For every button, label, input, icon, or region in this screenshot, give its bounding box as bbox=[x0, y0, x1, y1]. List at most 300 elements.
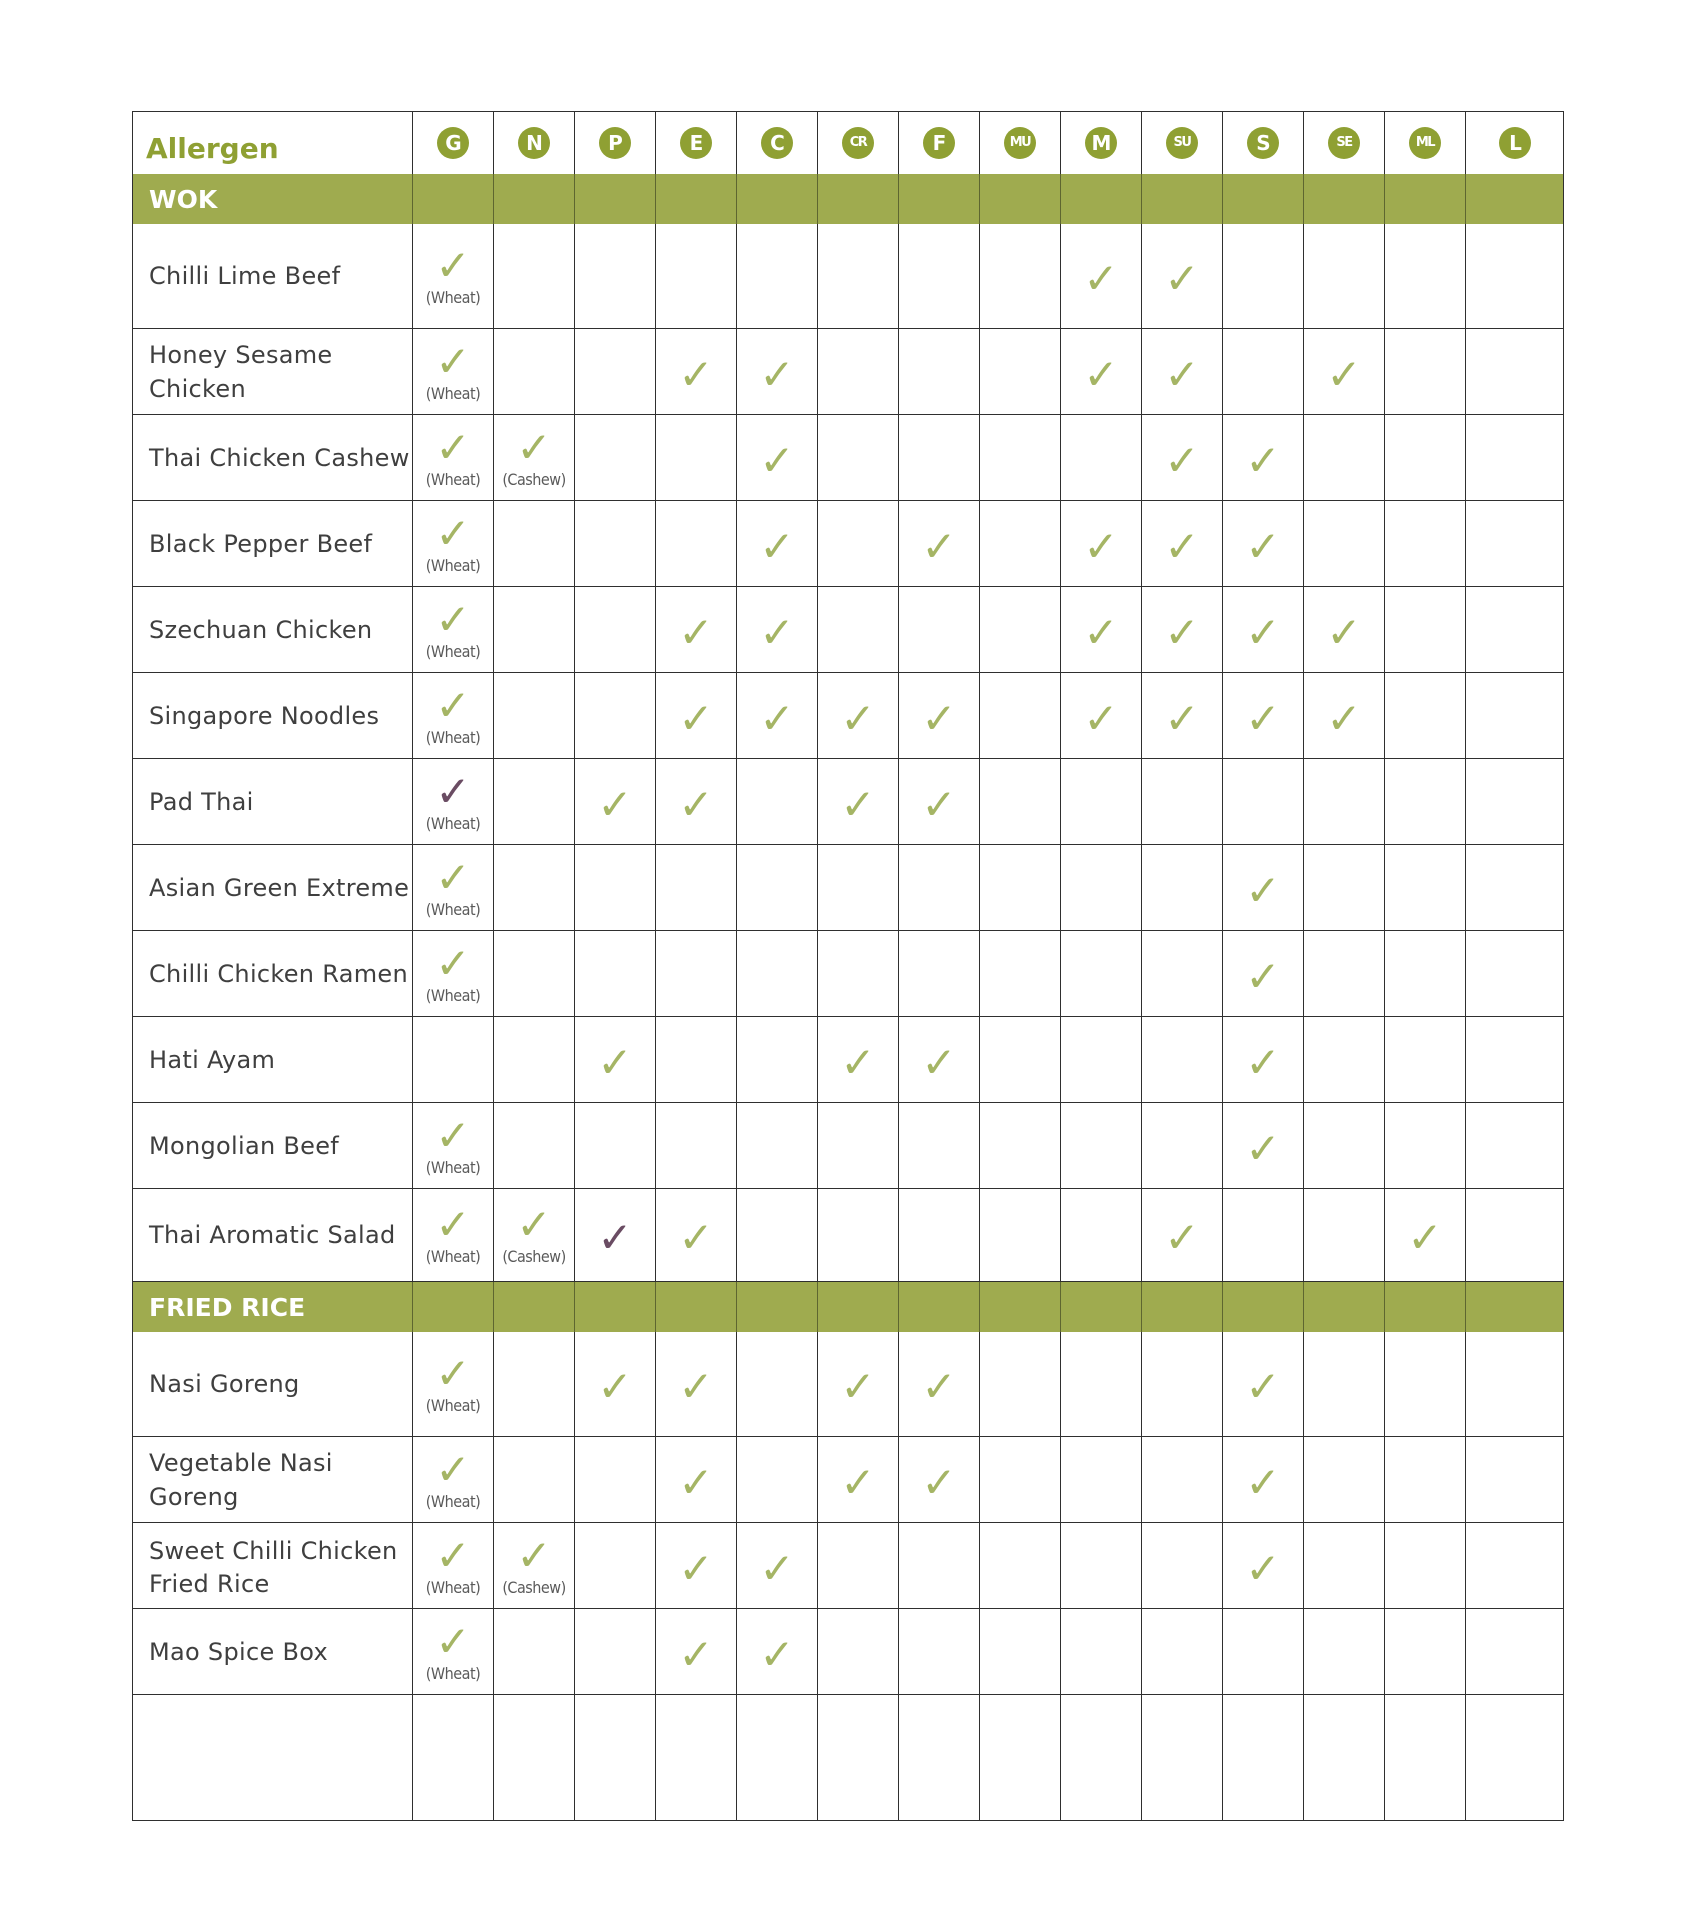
check-icon: ✓ bbox=[435, 1110, 471, 1160]
allergen-mark bbox=[899, 501, 979, 586]
check-icon: ✓ bbox=[1245, 1123, 1281, 1173]
check-icon: ✓ bbox=[759, 349, 795, 399]
check-icon: ✓ bbox=[435, 1616, 471, 1666]
check-icon: ✓ bbox=[921, 779, 957, 829]
allergen-mark bbox=[413, 759, 493, 844]
allergen-cell bbox=[1061, 673, 1142, 758]
allergen-mark bbox=[737, 673, 817, 758]
allergen-cell bbox=[980, 111, 1061, 174]
allergen-mark bbox=[1304, 673, 1384, 758]
allergen-cell bbox=[1385, 845, 1466, 930]
allergen-cell bbox=[737, 1103, 818, 1188]
allergen-mark bbox=[1061, 224, 1141, 328]
allergen-cell bbox=[413, 1609, 494, 1694]
allergen-cell bbox=[737, 174, 818, 224]
allergen-cell bbox=[818, 111, 899, 174]
allergen-mark bbox=[575, 759, 655, 844]
allergen-cell bbox=[656, 931, 737, 1016]
allergen-badge-icon-m: M bbox=[1085, 127, 1117, 159]
check-icon: ✓ bbox=[1245, 435, 1281, 485]
allergen-cell bbox=[575, 1695, 656, 1821]
table-row bbox=[132, 1189, 1564, 1282]
allergen-cell bbox=[899, 759, 980, 844]
allergen-cell bbox=[1142, 931, 1223, 1016]
allergen-cell bbox=[494, 415, 575, 500]
allergen-cell bbox=[656, 415, 737, 500]
allergen-mark bbox=[656, 1523, 736, 1608]
check-icon: ✓ bbox=[435, 336, 471, 386]
blank-row bbox=[132, 1695, 1564, 1821]
dish-name: Mongolian Beef bbox=[132, 1103, 413, 1188]
allergen-cell bbox=[413, 845, 494, 930]
allergen-cell bbox=[980, 845, 1061, 930]
dish-name: Thai Chicken Cashew bbox=[132, 415, 413, 500]
section-title: WOK bbox=[132, 174, 413, 224]
allergen-cell bbox=[494, 329, 575, 414]
table-row bbox=[132, 1017, 1564, 1103]
allergen-cell bbox=[737, 587, 818, 672]
allergen-cell bbox=[1385, 174, 1466, 224]
dish-name: Chilli Chicken Ramen bbox=[132, 931, 413, 1016]
allergen-cell bbox=[1061, 845, 1142, 930]
allergen-mark bbox=[818, 673, 898, 758]
allergen-cell bbox=[413, 1017, 494, 1102]
allergen-cell bbox=[494, 1282, 575, 1332]
allergen-cell bbox=[1142, 1282, 1223, 1332]
allergen-cell bbox=[1223, 759, 1304, 844]
check-icon: ✓ bbox=[1245, 1037, 1281, 1087]
check-icon: ✓ bbox=[1083, 693, 1119, 743]
allergen-mark bbox=[1223, 1103, 1303, 1188]
allergen-cell bbox=[494, 673, 575, 758]
allergen-cell bbox=[899, 415, 980, 500]
allergen-mark bbox=[494, 1523, 574, 1608]
check-icon: ✓ bbox=[840, 1362, 876, 1411]
allergen-badge-icon-n: N bbox=[518, 127, 550, 159]
allergen-mark bbox=[737, 415, 817, 500]
allergen-cell bbox=[575, 1437, 656, 1522]
allergen-mark bbox=[1223, 931, 1303, 1016]
allergen-cell bbox=[1142, 1332, 1223, 1436]
allergen-cell bbox=[1061, 1695, 1142, 1821]
allergen-cell bbox=[1304, 673, 1385, 758]
check-icon: ✓ bbox=[1245, 607, 1281, 657]
allergen-cell bbox=[1304, 759, 1385, 844]
allergen-cell bbox=[737, 415, 818, 500]
allergen-cell bbox=[656, 1523, 737, 1608]
allergen-cell bbox=[899, 329, 980, 414]
table-row bbox=[132, 845, 1564, 931]
allergen-cell bbox=[1466, 1189, 1564, 1281]
allergen-cell bbox=[413, 587, 494, 672]
allergen-cell bbox=[1223, 329, 1304, 414]
check-icon: ✓ bbox=[678, 693, 714, 743]
allergen-cell bbox=[899, 673, 980, 758]
check-icon: ✓ bbox=[435, 508, 471, 558]
check-icon: ✓ bbox=[435, 852, 471, 902]
allergen-cell bbox=[494, 587, 575, 672]
allergen-cell bbox=[656, 759, 737, 844]
allergen-cell bbox=[899, 174, 980, 224]
allergen-cell bbox=[1223, 1609, 1304, 1694]
dish-name: Asian Green Extreme bbox=[132, 845, 413, 930]
allergen-badge-icon-f: F bbox=[923, 127, 955, 159]
allergen-cell bbox=[575, 587, 656, 672]
allergen-cell bbox=[1223, 1103, 1304, 1188]
allergen-cell bbox=[899, 845, 980, 930]
allergen-cell bbox=[1385, 931, 1466, 1016]
table-row bbox=[132, 415, 1564, 501]
check-icon: ✓ bbox=[678, 1543, 714, 1593]
allergen-cell bbox=[980, 587, 1061, 672]
allergen-cell bbox=[1142, 1609, 1223, 1694]
allergen-cell bbox=[413, 931, 494, 1016]
allergen-mark bbox=[818, 1332, 898, 1436]
table-row bbox=[132, 673, 1564, 759]
allergen-cell bbox=[1304, 224, 1385, 328]
allergen-note: (Cashew) bbox=[502, 1577, 566, 1597]
allergen-cell bbox=[818, 415, 899, 500]
allergen-cell bbox=[1223, 501, 1304, 586]
allergen-mark bbox=[1061, 329, 1141, 414]
check-icon: ✓ bbox=[435, 1444, 471, 1494]
allergen-cell bbox=[656, 1332, 737, 1436]
allergen-cell bbox=[737, 1282, 818, 1332]
allergen-mark bbox=[494, 1189, 574, 1281]
allergen-cell bbox=[980, 1523, 1061, 1608]
allergen-cell bbox=[1385, 1103, 1466, 1188]
allergen-mark bbox=[899, 1332, 979, 1436]
allergen-mark bbox=[1142, 1189, 1222, 1281]
allergen-cell bbox=[656, 501, 737, 586]
allergen-cell bbox=[1223, 931, 1304, 1016]
allergen-mark bbox=[818, 759, 898, 844]
allergen-cell bbox=[575, 931, 656, 1016]
allergen-mark bbox=[1142, 501, 1222, 586]
allergen-cell bbox=[1466, 1609, 1564, 1694]
allergen-cell bbox=[1142, 1437, 1223, 1522]
check-icon: ✓ bbox=[921, 1037, 957, 1087]
allergen-cell bbox=[413, 1523, 494, 1608]
allergen-cell bbox=[1142, 111, 1223, 174]
allergen-cell bbox=[656, 1695, 737, 1821]
allergen-cell bbox=[1223, 1437, 1304, 1522]
allergen-cell bbox=[737, 931, 818, 1016]
allergen-cell bbox=[1304, 1332, 1385, 1436]
allergen-cell bbox=[413, 673, 494, 758]
allergen-cell bbox=[818, 673, 899, 758]
allergen-note: (Wheat) bbox=[425, 1491, 481, 1511]
allergen-mark bbox=[1142, 587, 1222, 672]
allergen-cell bbox=[980, 1437, 1061, 1522]
allergen-cell bbox=[980, 673, 1061, 758]
table-row bbox=[132, 224, 1564, 329]
allergen-cell bbox=[1061, 1332, 1142, 1436]
allergen-cell bbox=[494, 845, 575, 930]
allergen-mark bbox=[413, 845, 493, 930]
allergen-cell bbox=[1142, 415, 1223, 500]
allergen-cell bbox=[1385, 673, 1466, 758]
allergen-cell bbox=[1142, 1695, 1223, 1821]
allergen-cell bbox=[1385, 415, 1466, 500]
allergen-cell bbox=[818, 1437, 899, 1522]
allergen-badge-icon-g: G bbox=[437, 127, 469, 159]
check-icon: ✓ bbox=[759, 1543, 795, 1593]
allergen-cell bbox=[413, 1437, 494, 1522]
allergen-mark bbox=[1223, 845, 1303, 930]
allergen-cell bbox=[1466, 501, 1564, 586]
allergen-cell bbox=[575, 415, 656, 500]
check-icon: ✓ bbox=[597, 1037, 633, 1087]
check-icon: ✓ bbox=[435, 680, 471, 730]
allergen-badge-icon-l: L bbox=[1499, 127, 1531, 159]
dish-name: Sweet Chilli Chicken Fried Rice bbox=[132, 1523, 413, 1608]
check-icon: ✓ bbox=[1245, 1457, 1281, 1507]
allergen-cell bbox=[413, 1103, 494, 1188]
check-icon: ✓ bbox=[921, 1457, 957, 1507]
allergen-badge-icon-c: C bbox=[761, 127, 793, 159]
check-icon: ✓ bbox=[435, 1200, 471, 1249]
allergen-cell bbox=[575, 224, 656, 328]
allergen-cell bbox=[1466, 587, 1564, 672]
allergen-cell bbox=[575, 1103, 656, 1188]
allergen-cell bbox=[1466, 224, 1564, 328]
allergen-cell bbox=[413, 759, 494, 844]
allergen-cell bbox=[494, 1332, 575, 1436]
allergen-cell bbox=[413, 501, 494, 586]
allergen-cell bbox=[575, 174, 656, 224]
allergen-cell bbox=[656, 587, 737, 672]
allergen-cell bbox=[1223, 845, 1304, 930]
dish-name: Black Pepper Beef bbox=[132, 501, 413, 586]
allergen-badge-icon-su: SU bbox=[1166, 127, 1198, 159]
allergen-header-title: Allergen bbox=[132, 111, 413, 174]
allergen-cell bbox=[575, 1017, 656, 1102]
allergen-cell bbox=[1466, 415, 1564, 500]
allergen-cell bbox=[1223, 587, 1304, 672]
allergen-badge-icon-s: S bbox=[1247, 127, 1279, 159]
check-icon: ✓ bbox=[435, 766, 471, 816]
allergen-mark bbox=[656, 759, 736, 844]
check-icon: ✓ bbox=[678, 779, 714, 829]
allergen-cell bbox=[1304, 1695, 1385, 1821]
allergen-cell bbox=[1223, 224, 1304, 328]
allergen-mark bbox=[413, 224, 493, 328]
allergen-cell bbox=[1304, 1017, 1385, 1102]
allergen-cell bbox=[899, 501, 980, 586]
allergen-cell bbox=[1061, 931, 1142, 1016]
allergen-cell bbox=[1385, 1609, 1466, 1694]
allergen-cell bbox=[1304, 415, 1385, 500]
allergen-note: (Wheat) bbox=[425, 469, 481, 489]
allergen-cell bbox=[818, 845, 899, 930]
allergen-mark bbox=[737, 329, 817, 414]
allergen-mark bbox=[413, 1189, 493, 1281]
allergen-mark bbox=[494, 415, 574, 500]
allergen-cell bbox=[494, 501, 575, 586]
allergen-cell bbox=[656, 1609, 737, 1694]
allergen-note: (Wheat) bbox=[425, 1396, 481, 1415]
allergen-cell bbox=[737, 1609, 818, 1694]
allergen-cell bbox=[656, 1017, 737, 1102]
allergen-mark bbox=[656, 1437, 736, 1522]
check-icon: ✓ bbox=[1083, 254, 1119, 303]
allergen-cell bbox=[899, 1332, 980, 1436]
allergen-cell bbox=[575, 1523, 656, 1608]
table-row bbox=[132, 759, 1564, 845]
allergen-mark bbox=[575, 1017, 655, 1102]
allergen-cell bbox=[1385, 1695, 1466, 1821]
check-icon: ✓ bbox=[678, 1457, 714, 1507]
check-icon: ✓ bbox=[921, 1362, 957, 1411]
allergen-mark bbox=[1223, 1332, 1303, 1436]
allergen-cell bbox=[1304, 329, 1385, 414]
dish-name: Chilli Lime Beef bbox=[132, 224, 413, 328]
allergen-cell bbox=[656, 673, 737, 758]
check-icon: ✓ bbox=[516, 1530, 552, 1580]
allergen-cell bbox=[1466, 931, 1564, 1016]
allergen-mark bbox=[656, 1609, 736, 1694]
allergen-mark bbox=[1142, 329, 1222, 414]
allergen-cell bbox=[1061, 1017, 1142, 1102]
allergen-mark bbox=[737, 1609, 817, 1694]
allergen-cell bbox=[1142, 845, 1223, 930]
allergen-cell bbox=[1061, 1103, 1142, 1188]
check-icon: ✓ bbox=[1245, 1362, 1281, 1411]
allergen-cell bbox=[575, 501, 656, 586]
allergen-cell bbox=[413, 1695, 494, 1821]
check-icon: ✓ bbox=[1326, 693, 1362, 743]
allergen-cell bbox=[1061, 587, 1142, 672]
check-icon: ✓ bbox=[678, 1362, 714, 1411]
allergen-cell bbox=[818, 587, 899, 672]
allergen-cell bbox=[980, 415, 1061, 500]
allergen-mark bbox=[818, 1437, 898, 1522]
allergen-mark bbox=[1223, 1017, 1303, 1102]
check-icon: ✓ bbox=[597, 779, 633, 829]
check-icon: ✓ bbox=[921, 693, 957, 743]
allergen-cell bbox=[1385, 1189, 1466, 1281]
name-cell bbox=[132, 1695, 413, 1821]
check-icon: ✓ bbox=[759, 607, 795, 657]
allergen-cell bbox=[1466, 1017, 1564, 1102]
check-icon: ✓ bbox=[678, 1629, 714, 1679]
allergen-cell bbox=[818, 501, 899, 586]
table-row bbox=[132, 1103, 1564, 1189]
table-row bbox=[132, 1332, 1564, 1437]
allergen-cell bbox=[737, 673, 818, 758]
allergen-cell bbox=[413, 224, 494, 328]
dish-name: Thai Aromatic Salad bbox=[132, 1189, 413, 1281]
allergen-cell bbox=[737, 759, 818, 844]
dish-name: Honey Sesame Chicken bbox=[132, 329, 413, 414]
allergen-cell bbox=[1466, 111, 1564, 174]
dish-name: Mao Spice Box bbox=[132, 1609, 413, 1694]
allergen-cell bbox=[818, 1609, 899, 1694]
allergen-mark bbox=[737, 587, 817, 672]
allergen-cell bbox=[1061, 759, 1142, 844]
allergen-mark bbox=[1304, 587, 1384, 672]
allergen-cell bbox=[656, 329, 737, 414]
allergen-cell bbox=[1061, 174, 1142, 224]
allergen-cell bbox=[413, 1189, 494, 1281]
allergen-cell bbox=[1304, 1282, 1385, 1332]
allergen-mark bbox=[737, 1523, 817, 1608]
allergen-cell bbox=[494, 1609, 575, 1694]
allergen-mark bbox=[1223, 1523, 1303, 1608]
allergen-cell bbox=[1223, 111, 1304, 174]
allergen-cell bbox=[1061, 1523, 1142, 1608]
allergen-cell bbox=[413, 174, 494, 224]
allergen-cell bbox=[656, 224, 737, 328]
check-icon: ✓ bbox=[759, 435, 795, 485]
allergen-cell bbox=[899, 1695, 980, 1821]
allergen-cell bbox=[575, 1332, 656, 1436]
allergen-cell bbox=[818, 931, 899, 1016]
check-icon: ✓ bbox=[435, 1530, 471, 1580]
allergen-mark bbox=[899, 673, 979, 758]
allergen-cell bbox=[980, 1609, 1061, 1694]
allergen-mark bbox=[899, 759, 979, 844]
check-icon: ✓ bbox=[840, 693, 876, 743]
allergen-mark bbox=[1142, 673, 1222, 758]
allergen-mark bbox=[1223, 673, 1303, 758]
allergen-cell bbox=[575, 329, 656, 414]
allergen-cell bbox=[494, 1523, 575, 1608]
allergen-note: (Wheat) bbox=[425, 727, 481, 747]
allergen-cell bbox=[494, 224, 575, 328]
allergen-badge-icon-e: E bbox=[680, 127, 712, 159]
allergen-cell bbox=[1223, 1523, 1304, 1608]
allergen-cell bbox=[737, 1017, 818, 1102]
allergen-cell bbox=[899, 587, 980, 672]
allergen-cell bbox=[1466, 1523, 1564, 1608]
allergen-cell bbox=[980, 1695, 1061, 1821]
check-icon: ✓ bbox=[759, 693, 795, 743]
allergen-cell bbox=[1304, 501, 1385, 586]
allergen-cell bbox=[1142, 501, 1223, 586]
dish-name: Nasi Goreng bbox=[132, 1332, 413, 1436]
allergen-cell bbox=[1466, 759, 1564, 844]
allergen-cell bbox=[494, 1017, 575, 1102]
allergen-cell bbox=[494, 1189, 575, 1281]
allergen-cell bbox=[818, 224, 899, 328]
allergen-cell bbox=[1304, 587, 1385, 672]
allergen-mark bbox=[1304, 329, 1384, 414]
check-icon: ✓ bbox=[678, 349, 714, 399]
allergen-note: (Wheat) bbox=[425, 641, 481, 661]
allergen-cell bbox=[899, 1282, 980, 1332]
allergen-cell bbox=[818, 1332, 899, 1436]
allergen-cell bbox=[1061, 1609, 1142, 1694]
check-icon: ✓ bbox=[759, 1629, 795, 1679]
check-icon: ✓ bbox=[435, 1349, 471, 1398]
allergen-cell bbox=[413, 1282, 494, 1332]
allergen-cell bbox=[737, 1695, 818, 1821]
allergen-cell bbox=[980, 931, 1061, 1016]
allergen-cell bbox=[1142, 1017, 1223, 1102]
check-icon: ✓ bbox=[1164, 349, 1200, 399]
allergen-mark bbox=[413, 329, 493, 414]
allergen-cell bbox=[818, 1017, 899, 1102]
allergen-cell bbox=[1142, 1523, 1223, 1608]
check-icon: ✓ bbox=[678, 607, 714, 657]
allergen-cell bbox=[1061, 1282, 1142, 1332]
allergen-cell bbox=[1223, 1695, 1304, 1821]
allergen-badge-icon-se: SE bbox=[1328, 127, 1360, 159]
allergen-mark bbox=[413, 1523, 493, 1608]
dish-name: Vegetable Nasi Goreng bbox=[132, 1437, 413, 1522]
